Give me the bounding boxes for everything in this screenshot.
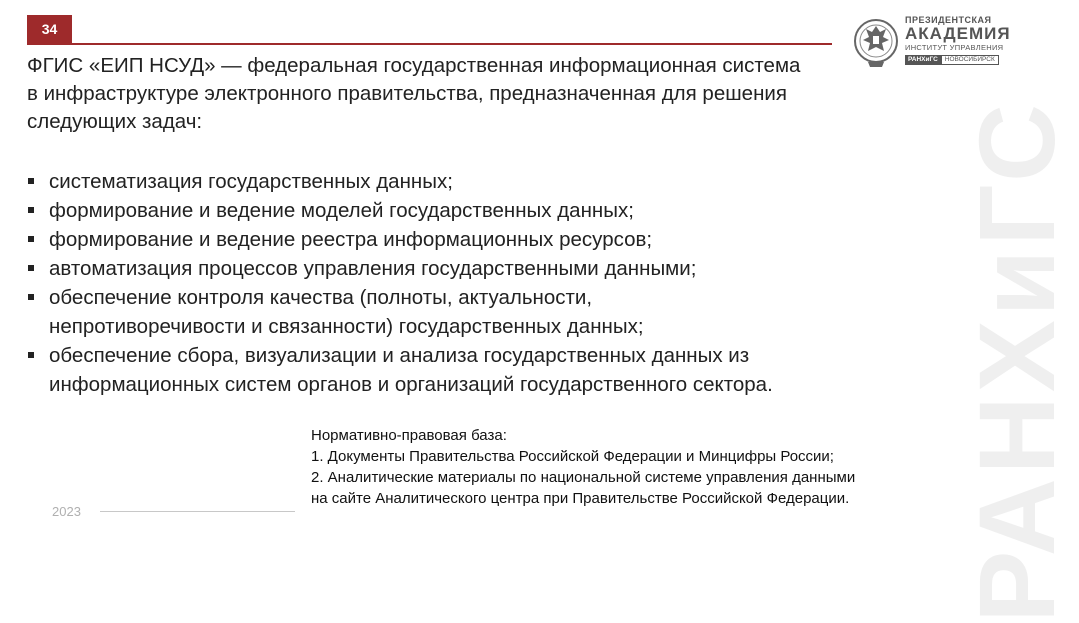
task-item bbox=[27, 196, 887, 225]
task-text: обеспечение контроля качества (полноты, актуальности, bbox=[49, 286, 593, 309]
logo-line-1: ПРЕЗИДЕНТСКАЯ bbox=[905, 15, 992, 25]
legal-basis-item: 1. Документы Правительства Российской Федерации и Минцифры России; bbox=[311, 448, 834, 465]
logo-line-2: АКАДЕМИЯ bbox=[905, 24, 1011, 43]
bullet-square-icon bbox=[28, 207, 34, 213]
bullet-square-icon bbox=[28, 294, 34, 300]
watermark-text: РАНХиГС bbox=[956, 100, 1077, 623]
logo-bar bbox=[905, 55, 1011, 65]
bullet-square-icon bbox=[28, 178, 34, 184]
academy-logo bbox=[853, 12, 1011, 74]
slide-number-badge: 34 bbox=[27, 15, 72, 43]
logo-line-3: ИНСТИТУТ УПРАВЛЕНИЯ bbox=[905, 43, 1004, 52]
eagle-emblem-icon bbox=[853, 12, 899, 70]
task-text: систематизация государственных данных; bbox=[49, 170, 453, 193]
intro-line: в инфраструктуре электронного правительства, предназначенная для решения bbox=[27, 82, 787, 105]
logo-bar-left: РАНХиГС bbox=[905, 55, 941, 65]
intro-line: ФГИС «ЕИП НСУД» — федеральная государственная информационная система bbox=[27, 54, 801, 77]
logo-bar-right: НОВОСИБИРСК bbox=[941, 55, 999, 65]
intro-line: следующих задач: bbox=[27, 110, 203, 133]
bullet-square-icon bbox=[28, 352, 34, 358]
task-item bbox=[27, 167, 887, 196]
task-item bbox=[27, 341, 887, 399]
task-text: обеспечение сбора, визуализации и анализа государственных данных из bbox=[49, 344, 750, 367]
legal-basis-item: на сайте Аналитического центра при Правительстве Российской Федерации. bbox=[311, 490, 850, 507]
bullet-square-icon bbox=[28, 265, 34, 271]
task-item bbox=[27, 225, 887, 254]
footer-year: 2023 bbox=[52, 504, 81, 519]
header-divider bbox=[27, 43, 832, 45]
task-item bbox=[27, 283, 887, 341]
task-text: автоматизация процессов управления государственными данными; bbox=[49, 257, 697, 280]
task-list bbox=[27, 167, 887, 399]
legal-basis-block bbox=[311, 425, 951, 509]
bullet-square-icon bbox=[28, 236, 34, 242]
task-text-continuation: информационных систем органов и организаций государственного сектора. bbox=[49, 373, 773, 396]
legal-basis-item: 2. Аналитические материалы по национальной системе управления данными bbox=[311, 469, 856, 486]
intro-paragraph bbox=[27, 52, 857, 136]
task-text: формирование и ведение моделей государственных данных; bbox=[49, 199, 634, 222]
legal-basis-title: Нормативно-правовая база: bbox=[311, 427, 507, 444]
task-text-continuation: непротиворечивости и связанности) государственных данных; bbox=[49, 315, 644, 338]
footer-divider bbox=[100, 511, 295, 512]
watermark bbox=[944, 100, 1077, 623]
task-item bbox=[27, 254, 887, 283]
task-text: формирование и ведение реестра информационных ресурсов; bbox=[49, 228, 653, 251]
